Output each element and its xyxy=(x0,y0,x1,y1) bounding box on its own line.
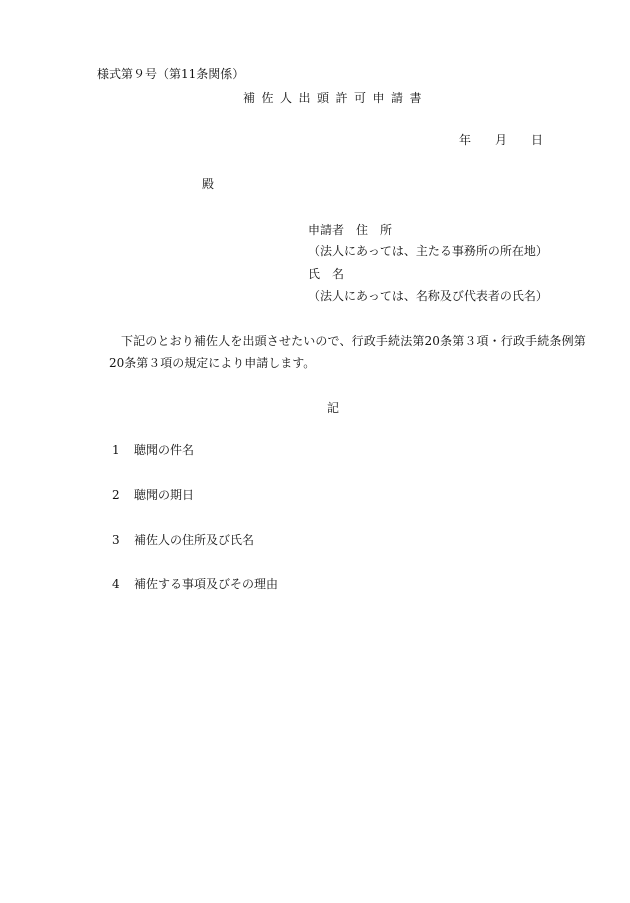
body-text-line-2: 20条第３項の規定により申請します。 xyxy=(109,356,316,370)
applicant-role-label: 申請者 xyxy=(308,223,345,237)
date-day-label: 日 xyxy=(531,133,544,147)
form-number: 様式第９号（第11条関係） xyxy=(97,67,245,81)
applicant-address-row xyxy=(308,224,392,236)
date-year-label: 年 xyxy=(459,133,472,147)
applicant-address-note: （法人にあっては、主たる事務所の所在地） xyxy=(308,244,548,258)
list-item xyxy=(112,534,254,546)
date-month-label: 月 xyxy=(495,133,508,147)
addressee-honorific: 殿 xyxy=(202,177,215,191)
list-item xyxy=(112,578,278,590)
item-number: 2 xyxy=(112,488,120,502)
item-label: 補佐する事項及びその理由 xyxy=(134,577,279,591)
applicant-name-label: 氏 名 xyxy=(308,267,345,281)
item-label: 聴聞の件名 xyxy=(134,443,195,457)
list-item xyxy=(112,444,194,456)
list-item xyxy=(112,489,194,501)
body-text-line-1: 下記のとおり補佐人を出頭させたいので、行政手続法第20条第３項・行政手続条例第 xyxy=(121,334,586,348)
item-number: 3 xyxy=(112,533,120,547)
section-heading: 記 xyxy=(327,401,340,415)
item-number: 1 xyxy=(112,443,120,457)
document-title: 補佐人出頭許可申請書 xyxy=(243,91,429,105)
item-label: 聴聞の期日 xyxy=(134,488,195,502)
applicant-name-note: （法人にあっては、名称及び代表者の氏名） xyxy=(308,289,548,303)
item-number: 4 xyxy=(112,577,120,591)
item-label: 補佐人の住所及び氏名 xyxy=(134,533,255,547)
applicant-address-label: 住 所 xyxy=(356,223,393,237)
